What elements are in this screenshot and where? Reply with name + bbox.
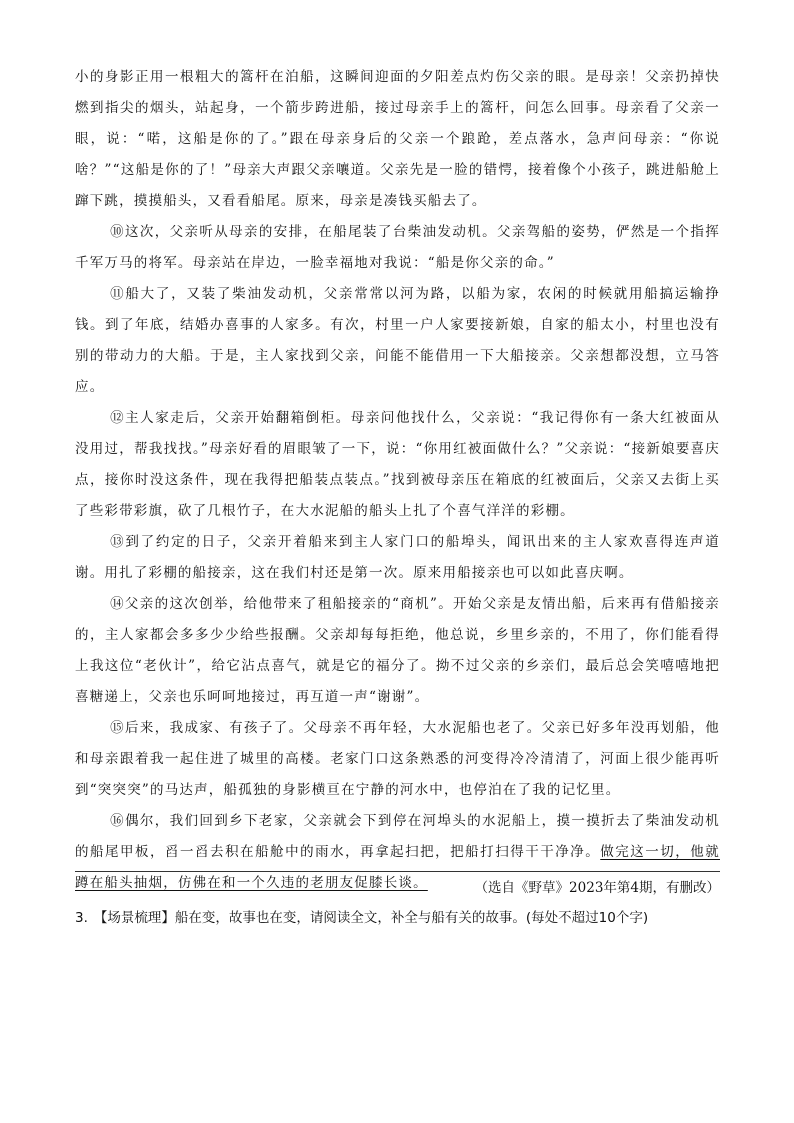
paragraph-14: ⑭父亲的这次创举，给他带来了租船接亲的“商机”。开始父亲是友情出船，后来再有借船接亲的，主人家都会多多少少给些报酬。父亲却每每拒绝，他总说，乡里乡亲的，不用了，你们能看得上我这位“老伙计”，给它沾点喜气，就是它的福分了。拗不过父亲的乡亲们，最后总会笑嘻嘻地把喜糖递上，父亲也乐呵呵地接过，再互道一声“谢谢”。 (75, 596, 720, 705)
paragraph-12: ⑫主人家走后，父亲开始翻箱倒柜。母亲问他找什么，父亲说：“我记得你有一条大红被面从没用过，帮我找找。”母亲好看的眉眼皱了一下，说：“你用红被面做什么？”父亲说：“接新娘要喜庆点，接你时没这条件，现在我得把船装点装点。”找到被母亲压在箱底的红被面后，父亲又去街上买了些彩带彩旗，砍了几根竹子，在大水泥船的船头上扎了个喜气洋洋的彩棚。 (75, 410, 720, 519)
question-3 (75, 907, 725, 929)
divider-line (75, 871, 720, 872)
question-text: 【场景梳理】船在变，故事也在变，请阅读全文，补全与船有关的故事。(每处不超过10个字) (93, 910, 649, 926)
paragraph-13: ⑬到了约定的日子，父亲开着船来到主人家门口的船埠头，闻讯出来的主人家欢喜得连声道谢。用扎了彩棚的船接亲，这在我们村还是第一次。原来用船接亲也可以如此喜庆啊。 (75, 534, 720, 581)
paragraph-11: ⑪船大了，又装了柴油发动机，父亲常常以河为路，以船为家，农闲的时候就用船搞运输挣钱。到了年底，结婚办喜事的人家多。有次，村里一户人家要接新娘，自家的船太小，村里也没有别的带动力的大船。于是，主人家找到父亲，问能不能借用一下大船接亲。父亲想都没想，立马答应。 (75, 286, 720, 395)
question-number: 3. (75, 910, 88, 926)
paragraph-10: ⑩这次，父亲听从母亲的安排，在船尾装了台柴油发动机。父亲驾船的姿势，俨然是一个指挥千军万马的将军。母亲站在岸边，一脸幸福地对我说：“船是你父亲的命。” (75, 224, 720, 271)
article-body (75, 62, 720, 899)
paragraph-continued: 小的身影正用一根粗大的篙杆在泊船，这瞬间迎面的夕阳差点灼伤父亲的眼。是母亲！父亲扔掉快燃到指尖的烟头，站起身，一个箭步跨进船，接过母亲手上的篙杆，问怎么回事。母亲看了父亲一眼，说：“喏，这船是你的了。”跟在母亲身后的父亲一个踉跄，差点落水，急声问母亲：“你说啥？”“这船是你的了！”母亲大声跟父亲嚷道。父亲先是一脸的错愕，接着像个小孩子，跳进船舱上蹿下跳，摸摸船头，又看看船尾。原来，母亲是凑钱买船去了。 (75, 69, 720, 209)
source-citation: （选自《野草》2023年第4期，有删改） (474, 880, 720, 896)
underlined-sentence: 做完这一切，他就蹲在船头抽烟，仿佛在和一个久违的老朋友促膝长谈。 (75, 844, 720, 891)
paragraph-15: ⑮后来，我成家、有孩子了。父母亲不再年轻，大水泥船也老了。父亲已好多年没再划船，他和母亲跟着我一起住进了城里的高楼。老家门口这条熟悉的河变得冷冷清清了，河面上很少能再听到“突突突”的马达声，船孤独的身影横亘在宁静的河水中，也停泊在了我的记忆里。 (75, 720, 720, 798)
paragraph-16-text: ⑯偶尔，我们回到乡下老家，父亲就会下到停在河埠头的水泥船上，摸一摸折去了柴油发动机的船尾甲板，舀一舀去积在船舱中的雨水，再拿起扫把，把船打扫得干干净净。 (75, 813, 720, 860)
